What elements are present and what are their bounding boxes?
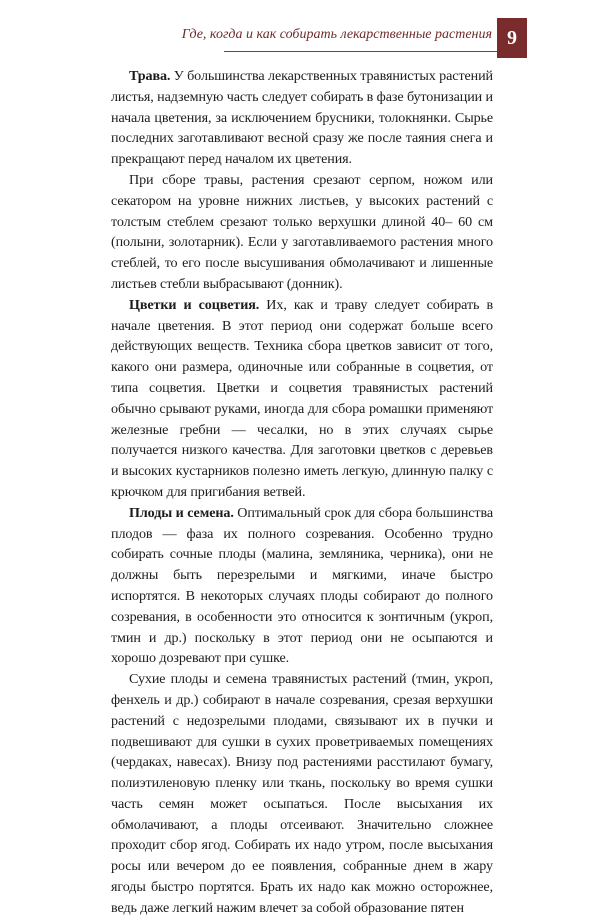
paragraph-text: Их, как и траву следует собирать в начале цветения. В этот период они содержат больше всего действующих веществ. Техника сбора цветков зависит от того, какого они размера, одиночные или собранные в соцветия, от типа соцветия. Цветки и соцветия травянистых растений обычно срывают руками, иногда для сбора ромашки применяют железные гребни — чесалки, но в этих случаях сырье получается низкого качества. Для заготовки цветков с деревьев и высоких кустарников полезно иметь легкую, длинную палку с крючком для пригибания ветвей. (111, 296, 493, 500)
paragraph-dry-fruits (111, 669, 493, 919)
paragraph-text: Оптимальный срок для сбора большинства плодов — фаза их полного созревания. Особенно трудно собирать сочные плоды (малина, земляника, черника), они не должны быть перезрелыми и мягкими, иначе быстро испортятся. В некоторых случаях плоды собирают до полного созревания, в особенности это относится к зонтичным (укроп, тмин и др.) поскольку в этот период они не осыпаются и хорошо дозревают при сушке. (111, 504, 493, 667)
paragraph-fruits (111, 503, 493, 669)
page-number: 9 (507, 26, 517, 49)
paragraph-text: Сухие плоды и семена травянистых растений (тмин, укроп, фенхель и др.) собирают в начале созревания, срезая верхушки растений с недозрелыми плодами, связывают их в пучки и подвешивают для сушки в сухих проветриваемых помещениях (чердаках, навесах). Внизу под растениями расстилают бумагу, полиэтиленовую пленку или ткань, поскольку во время сушки часть семян может осыпаться. После высыхания их обмолачивают, а плоды отсеивают. Значительно сложнее проходит сбор ягод. Собирать их надо утром, после высыхания росы или вечером до ее появления, собранные днем в жару ягоды быстро портятся. Брать их надо как можно осторожнее, ведь даже легкий нажим влечет за собой образование пятен (111, 671, 493, 916)
page-header (0, 18, 600, 52)
paragraph-herb-cutting (111, 170, 493, 295)
page-number-box (497, 18, 527, 58)
header-rule (224, 51, 500, 52)
paragraph-text: У большинства лекарственных травянистых растений листья, надземную часть следует собирать в фазе бутонизации и начала цветения, за исключением брусники, толокнянки. Сырье последних заготавливают весной сразу же после таяния снега и прекращают перед началом их цветения. (111, 68, 493, 168)
running-head: Где, когда и как собирать лекарственные растения (181, 27, 492, 42)
section-heading-herb: Трава. (129, 68, 171, 84)
paragraph-flowers (111, 295, 493, 503)
paragraph-text: При сборе травы, растения срезают серпом, ножом или секатором на уровне нижних листьев, у высоких растений с толстым стеблем срезают только верхушки длиной 40– 60 см (полыни, золотарник). Если у заготавливаемого растения много стеблей, то его после высушивания обмолачивают и лишенные листьев стебли выбрасывают (донник). (111, 171, 493, 292)
body-text (111, 66, 493, 919)
section-heading-flowers: Цветки и соцветия. (129, 296, 260, 313)
paragraph-herb (111, 66, 493, 170)
section-heading-fruits: Плоды и семена. (129, 504, 234, 521)
